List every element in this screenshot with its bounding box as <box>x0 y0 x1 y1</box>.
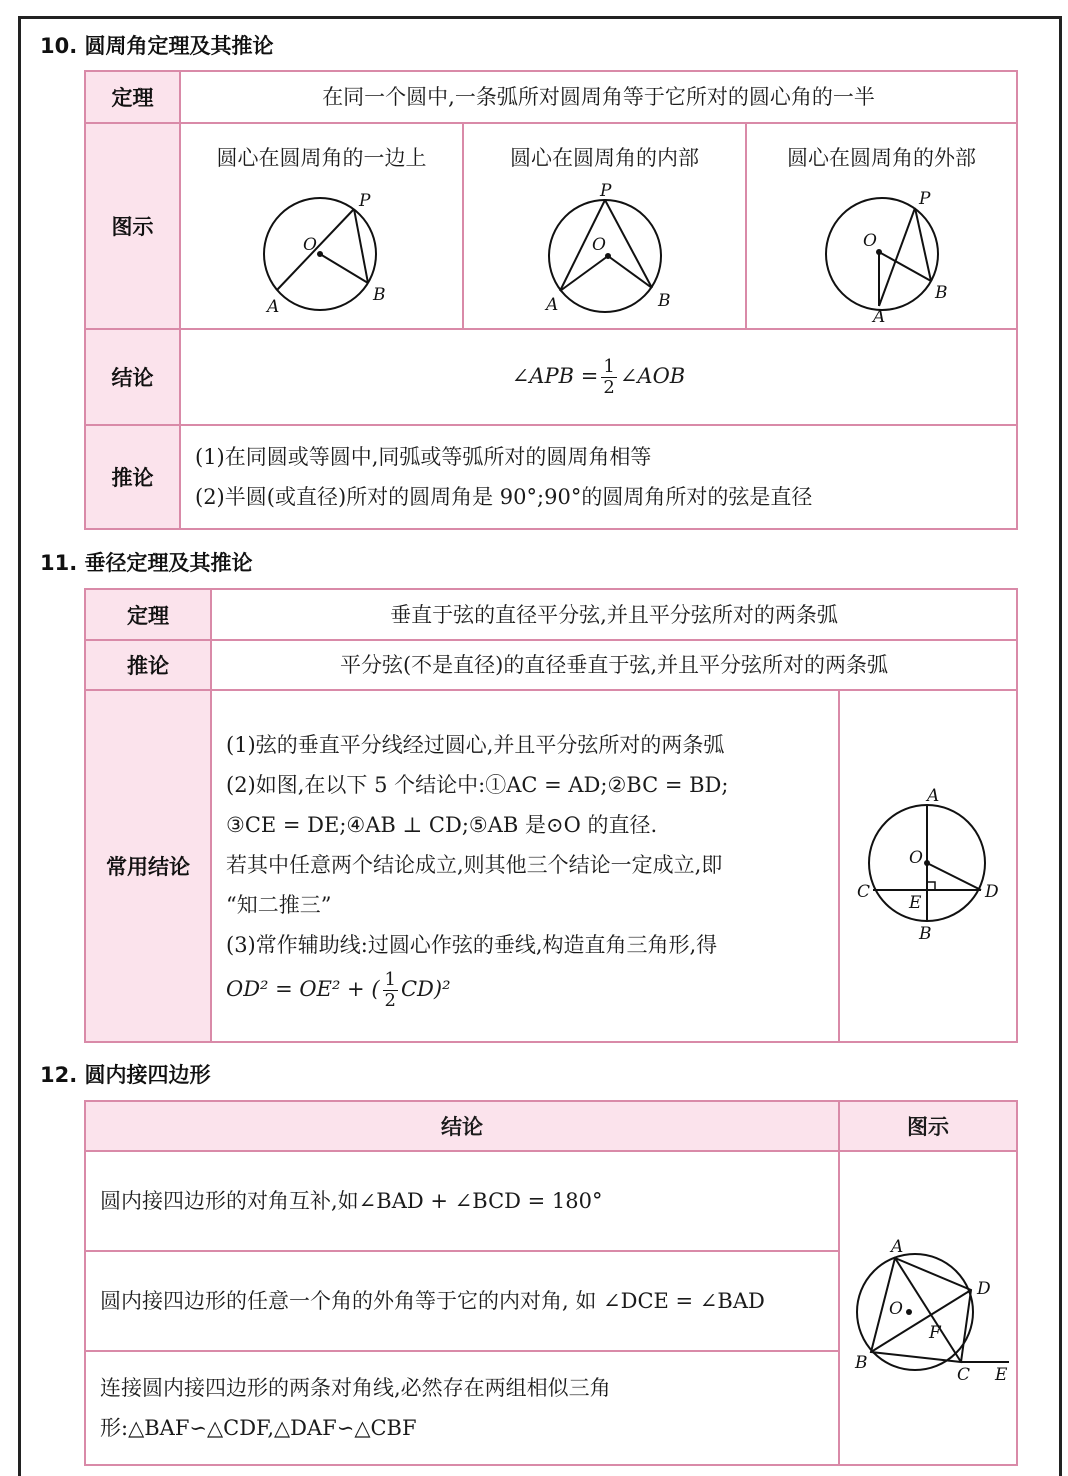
formula-right: ∠AOB <box>619 364 686 388</box>
label-O: O <box>909 848 923 868</box>
fraction-half <box>601 357 616 398</box>
corollary-label: 推论 <box>85 640 211 690</box>
conclusion-label: 结论 <box>85 329 180 425</box>
circle-diagram-chord <box>843 783 1013 953</box>
section-10-title: 10. 圆周角定理及其推论 <box>40 34 274 58</box>
theorem-text: 在同一个圆中,一条弧所对圆周角等于它所对的圆心角的一半 <box>180 71 1017 123</box>
theorem-label: 定理 <box>85 71 180 123</box>
conclusion-formula <box>180 329 1017 425</box>
figure-case-edge <box>180 123 463 329</box>
label-D: D <box>977 1279 991 1299</box>
label-B: B <box>855 1353 868 1373</box>
line-4: 若其中任意两个结论成立,则其他三个结论一定成立,即 <box>226 853 723 877</box>
label-E: E <box>995 1365 1008 1385</box>
label-B: B <box>372 285 385 305</box>
row-exterior-angle: 圆内接四边形的任意一个角的外角等于它的内对角, 如 ∠DCE = ∠BAD <box>85 1251 839 1351</box>
header-figure: 图示 <box>839 1101 1017 1151</box>
circle-diagram-edge <box>247 176 397 316</box>
theorem-text: 垂直于弦的直径平分弦,并且平分弦所对的两条弧 <box>211 589 1017 640</box>
line-1: (1)弦的垂直平分线经过圆心,并且平分弦所对的两条弧 <box>226 733 725 757</box>
label-B: B <box>934 283 948 303</box>
label-B: B <box>657 291 670 311</box>
table-inscribed-angle <box>84 70 1018 530</box>
circle-diagram-quad <box>843 1234 1013 1384</box>
case-outside-caption: 圆心在圆周角的外部 <box>787 146 977 170</box>
row-opposite-angles: 圆内接四边形的对角互补,如∠BAD + ∠BCD = 180° <box>85 1151 839 1251</box>
figure-label: 图示 <box>85 123 180 329</box>
formula-right: CD)² <box>400 977 451 1001</box>
label-A: A <box>927 786 940 806</box>
table-perpendicular-diameter <box>84 588 1018 1043</box>
figure-perpendicular-diameter <box>839 690 1017 1042</box>
fraction-denominator: 2 <box>603 377 615 398</box>
formula-left: ∠APB = <box>511 364 599 388</box>
figure-case-inside <box>463 123 746 329</box>
label-B: B <box>919 924 932 944</box>
label-A: A <box>545 295 558 315</box>
fraction-numerator: 1 <box>384 969 396 990</box>
case-inside-caption: 圆心在圆周角的内部 <box>510 146 699 170</box>
formula-left: OD² = OE² + ( <box>226 977 380 1001</box>
corollary-label: 推论 <box>85 425 180 529</box>
fraction-half <box>383 970 398 1011</box>
fraction-numerator: 1 <box>603 356 615 377</box>
corollary-2: (2)半圆(或直径)所对的圆周角是 90°;90°的圆周角所对的弦是直径 <box>195 485 813 509</box>
theorem-label: 定理 <box>85 589 211 640</box>
label-A: A <box>266 297 279 317</box>
label-C: C <box>957 1365 971 1385</box>
label-E: E <box>909 893 922 913</box>
section-12-title: 12. 圆内接四边形 <box>40 1063 211 1087</box>
common-conclusion-label: 常用结论 <box>85 690 211 1042</box>
label-C: C <box>857 882 871 902</box>
fraction-denominator: 2 <box>384 990 396 1011</box>
figure-cyclic-quad <box>839 1151 1017 1465</box>
line-2: (2)如图,在以下 5 个结论中:①AC = AD;②BC = BD; <box>226 773 729 797</box>
section-11-title: 11. 垂径定理及其推论 <box>40 551 253 575</box>
line-5: “知二推三” <box>226 893 332 917</box>
circle-diagram-inside <box>530 176 680 316</box>
table-cyclic-quadrilateral <box>84 1100 1018 1466</box>
formula-line <box>226 969 824 1011</box>
corollary-1: (1)在同圆或等圆中,同弧或等弧所对的圆周角相等 <box>195 445 652 469</box>
corollary-text <box>180 425 1017 529</box>
label-A: A <box>891 1237 904 1257</box>
label-O: O <box>591 235 606 255</box>
label-P: P <box>358 191 370 211</box>
row-similar-triangles: 连接圆内接四边形的两条对角线,必然存在两组相似三角形:△BAF∽△CDF,△DAF∽△CBF <box>85 1351 839 1465</box>
label-O: O <box>302 235 317 255</box>
header-conclusion: 结论 <box>85 1101 839 1151</box>
label-O: O <box>889 1299 903 1319</box>
case-edge-caption: 圆心在圆周角的一边上 <box>216 146 427 170</box>
corollary-text: 平分弦(不是直径)的直径垂直于弦,并且平分弦所对的两条弧 <box>211 640 1017 690</box>
circle-diagram-outside <box>807 176 957 327</box>
common-conclusion-text <box>211 690 839 1042</box>
line-6: (3)常作辅助线:过圆心作弦的垂线,构造直角三角形,得 <box>226 933 718 957</box>
figure-case-outside <box>746 123 1017 329</box>
label-P: P <box>599 181 611 201</box>
label-O: O <box>862 231 877 251</box>
label-A: A <box>872 307 885 327</box>
line-3: ③CE = DE;④AB ⊥ CD;⑤AB 是⊙O 的直径. <box>226 813 658 837</box>
label-P: P <box>918 189 930 209</box>
label-F: F <box>929 1323 941 1343</box>
label-D: D <box>985 882 999 902</box>
